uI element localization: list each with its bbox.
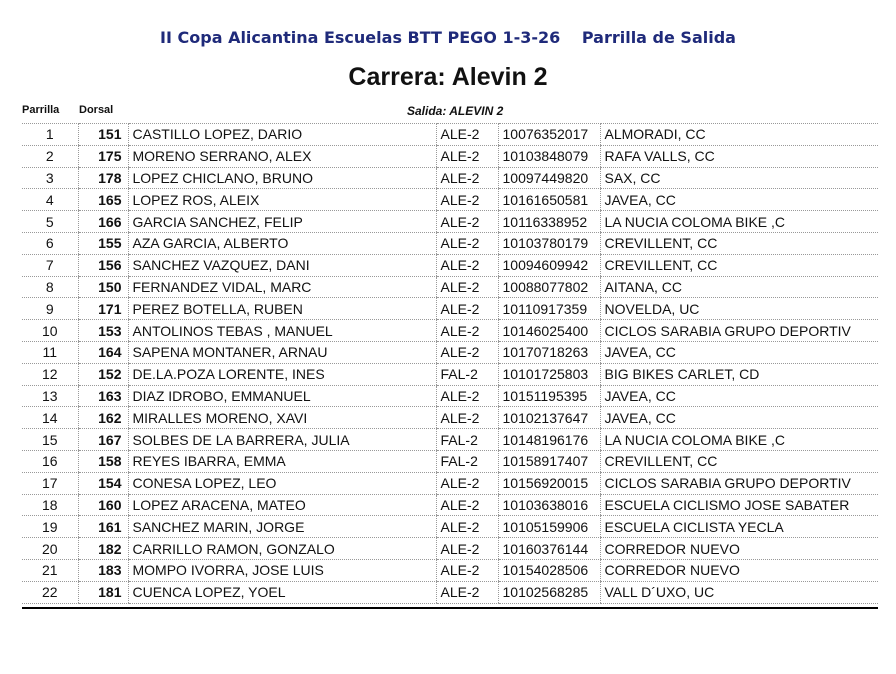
cell-club: SAX, CC xyxy=(600,167,878,189)
table-row xyxy=(22,145,878,167)
salida-label: Salida: ALEVIN 2 xyxy=(407,104,504,118)
table-row xyxy=(22,559,878,581)
cell-rider-name: REYES IBARRA, EMMA xyxy=(128,450,436,472)
cell-position: 11 xyxy=(22,341,78,363)
cell-dorsal: 154 xyxy=(78,472,128,494)
cell-rider-name: SOLBES DE LA BARRERA, JULIA xyxy=(128,429,436,451)
cell-category: ALE-2 xyxy=(436,124,498,146)
cell-position: 12 xyxy=(22,363,78,385)
cell-club: LA NUCIA COLOMA BIKE ,C xyxy=(600,429,878,451)
bottom-rule xyxy=(22,607,878,609)
cell-license: 10102137647 xyxy=(498,407,600,429)
table-row xyxy=(22,189,878,211)
cell-rider-name: DE.LA.POZA LORENTE, INES xyxy=(128,363,436,385)
cell-dorsal: 167 xyxy=(78,429,128,451)
cell-category: ALE-2 xyxy=(436,254,498,276)
cell-dorsal: 158 xyxy=(78,450,128,472)
cell-club: JAVEA, CC xyxy=(600,385,878,407)
cell-dorsal: 171 xyxy=(78,298,128,320)
cell-category: ALE-2 xyxy=(436,385,498,407)
cell-category: ALE-2 xyxy=(436,276,498,298)
cell-dorsal: 151 xyxy=(78,124,128,146)
cell-category: FAL-2 xyxy=(436,429,498,451)
cell-club: ALMORADI, CC xyxy=(600,124,878,146)
column-header-dorsal: Dorsal xyxy=(79,104,114,116)
cell-license: 10110917359 xyxy=(498,298,600,320)
cell-rider-name: MOMPO IVORRA, JOSE LUIS xyxy=(128,559,436,581)
cell-license: 10146025400 xyxy=(498,320,600,342)
cell-category: ALE-2 xyxy=(436,298,498,320)
cell-club: ESCUELA CICLISMO JOSE SABATER xyxy=(600,494,878,516)
cell-club: CORREDOR NUEVO xyxy=(600,538,878,560)
cell-license: 10161650581 xyxy=(498,189,600,211)
cell-club: CREVILLENT, CC xyxy=(600,254,878,276)
table-row xyxy=(22,407,878,429)
cell-license: 10116338952 xyxy=(498,211,600,233)
cell-dorsal: 178 xyxy=(78,167,128,189)
cell-license: 10094609942 xyxy=(498,254,600,276)
cell-license: 10154028506 xyxy=(498,559,600,581)
cell-club: CICLOS SARABIA GRUPO DEPORTIV xyxy=(600,320,878,342)
cell-license: 10160376144 xyxy=(498,538,600,560)
column-header-parrilla: Parrilla xyxy=(22,104,60,116)
cell-dorsal: 160 xyxy=(78,494,128,516)
table-row xyxy=(22,581,878,603)
cell-license: 10148196176 xyxy=(498,429,600,451)
cell-dorsal: 150 xyxy=(78,276,128,298)
cell-license: 10158917407 xyxy=(498,450,600,472)
cell-position: 14 xyxy=(22,407,78,429)
cell-position: 8 xyxy=(22,276,78,298)
cell-dorsal: 182 xyxy=(78,538,128,560)
cell-license: 10076352017 xyxy=(498,124,600,146)
event-title: II Copa Alicantina Escuelas BTT PEGO 1-3-26 xyxy=(160,28,561,47)
cell-position: 5 xyxy=(22,211,78,233)
event-subtitle: Parrilla de Salida xyxy=(581,28,736,47)
cell-dorsal: 175 xyxy=(78,145,128,167)
cell-dorsal: 153 xyxy=(78,320,128,342)
cell-license: 10101725803 xyxy=(498,363,600,385)
table-row xyxy=(22,254,878,276)
table-row xyxy=(22,341,878,363)
cell-category: FAL-2 xyxy=(436,450,498,472)
cell-rider-name: CARRILLO RAMON, GONZALO xyxy=(128,538,436,560)
cell-rider-name: DIAZ IDROBO, EMMANUEL xyxy=(128,385,436,407)
table-row xyxy=(22,516,878,538)
cell-rider-name: CASTILLO LOPEZ, DARIO xyxy=(128,124,436,146)
cell-position: 6 xyxy=(22,232,78,254)
cell-dorsal: 164 xyxy=(78,341,128,363)
cell-rider-name: LOPEZ ROS, ALEIX xyxy=(128,189,436,211)
cell-position: 18 xyxy=(22,494,78,516)
cell-category: ALE-2 xyxy=(436,581,498,603)
table-row xyxy=(22,167,878,189)
cell-rider-name: SANCHEZ MARIN, JORGE xyxy=(128,516,436,538)
table-row xyxy=(22,363,878,385)
cell-dorsal: 156 xyxy=(78,254,128,276)
cell-club: ESCUELA CICLISTA YECLA xyxy=(600,516,878,538)
cell-license: 10102568285 xyxy=(498,581,600,603)
cell-rider-name: SANCHEZ VAZQUEZ, DANI xyxy=(128,254,436,276)
cell-category: ALE-2 xyxy=(436,167,498,189)
cell-license: 10170718263 xyxy=(498,341,600,363)
cell-license: 10105159906 xyxy=(498,516,600,538)
cell-dorsal: 166 xyxy=(78,211,128,233)
cell-club: JAVEA, CC xyxy=(600,341,878,363)
event-header xyxy=(0,28,896,47)
cell-club: JAVEA, CC xyxy=(600,189,878,211)
cell-rider-name: CONESA LOPEZ, LEO xyxy=(128,472,436,494)
cell-club: CICLOS SARABIA GRUPO DEPORTIV xyxy=(600,472,878,494)
cell-position: 17 xyxy=(22,472,78,494)
cell-club: CORREDOR NUEVO xyxy=(600,559,878,581)
cell-position: 20 xyxy=(22,538,78,560)
cell-club: CREVILLENT, CC xyxy=(600,232,878,254)
cell-position: 15 xyxy=(22,429,78,451)
cell-dorsal: 163 xyxy=(78,385,128,407)
cell-position: 13 xyxy=(22,385,78,407)
table-row xyxy=(22,211,878,233)
cell-position: 9 xyxy=(22,298,78,320)
cell-dorsal: 183 xyxy=(78,559,128,581)
cell-position: 1 xyxy=(22,124,78,146)
cell-dorsal: 165 xyxy=(78,189,128,211)
table-row xyxy=(22,232,878,254)
table-row xyxy=(22,124,878,146)
cell-dorsal: 152 xyxy=(78,363,128,385)
cell-rider-name: ANTOLINOS TEBAS , MANUEL xyxy=(128,320,436,342)
table-row xyxy=(22,385,878,407)
cell-rider-name: CUENCA LOPEZ, YOEL xyxy=(128,581,436,603)
cell-position: 16 xyxy=(22,450,78,472)
cell-dorsal: 161 xyxy=(78,516,128,538)
cell-club: VALL D´UXO, UC xyxy=(600,581,878,603)
cell-rider-name: SAPENA MONTANER, ARNAU xyxy=(128,341,436,363)
cell-dorsal: 155 xyxy=(78,232,128,254)
cell-position: 2 xyxy=(22,145,78,167)
cell-category: ALE-2 xyxy=(436,516,498,538)
cell-position: 22 xyxy=(22,581,78,603)
cell-category: ALE-2 xyxy=(436,341,498,363)
cell-position: 3 xyxy=(22,167,78,189)
table-row xyxy=(22,320,878,342)
cell-rider-name: MORENO SERRANO, ALEX xyxy=(128,145,436,167)
table-row xyxy=(22,494,878,516)
cell-position: 4 xyxy=(22,189,78,211)
cell-category: FAL-2 xyxy=(436,363,498,385)
cell-rider-name: LOPEZ ARACENA, MATEO xyxy=(128,494,436,516)
cell-category: ALE-2 xyxy=(436,538,498,560)
cell-rider-name: PEREZ BOTELLA, RUBEN xyxy=(128,298,436,320)
cell-position: 21 xyxy=(22,559,78,581)
table-row xyxy=(22,276,878,298)
cell-position: 10 xyxy=(22,320,78,342)
cell-license: 10151195395 xyxy=(498,385,600,407)
cell-club: CREVILLENT, CC xyxy=(600,450,878,472)
table-row xyxy=(22,472,878,494)
cell-license: 10103848079 xyxy=(498,145,600,167)
cell-dorsal: 181 xyxy=(78,581,128,603)
cell-rider-name: FERNANDEZ VIDAL, MARC xyxy=(128,276,436,298)
race-title: Carrera: Alevin 2 xyxy=(348,63,548,91)
table-row xyxy=(22,450,878,472)
cell-category: ALE-2 xyxy=(436,472,498,494)
table-row xyxy=(22,298,878,320)
cell-category: ALE-2 xyxy=(436,232,498,254)
cell-club: BIG BIKES CARLET, CD xyxy=(600,363,878,385)
start-grid-body xyxy=(22,124,878,604)
cell-club: AITANA, CC xyxy=(600,276,878,298)
cell-license: 10088077802 xyxy=(498,276,600,298)
cell-rider-name: LOPEZ CHICLANO, BRUNO xyxy=(128,167,436,189)
cell-category: ALE-2 xyxy=(436,559,498,581)
cell-club: JAVEA, CC xyxy=(600,407,878,429)
cell-license: 10097449820 xyxy=(498,167,600,189)
cell-club: LA NUCIA COLOMA BIKE ,C xyxy=(600,211,878,233)
cell-rider-name: MIRALLES MORENO, XAVI xyxy=(128,407,436,429)
cell-position: 19 xyxy=(22,516,78,538)
cell-license: 10156920015 xyxy=(498,472,600,494)
cell-category: ALE-2 xyxy=(436,145,498,167)
cell-rider-name: AZA GARCIA, ALBERTO xyxy=(128,232,436,254)
cell-license: 10103780179 xyxy=(498,232,600,254)
cell-category: ALE-2 xyxy=(436,407,498,429)
cell-category: ALE-2 xyxy=(436,189,498,211)
table-row xyxy=(22,538,878,560)
cell-license: 10103638016 xyxy=(498,494,600,516)
cell-category: ALE-2 xyxy=(436,320,498,342)
start-grid-table xyxy=(22,123,878,604)
table-row xyxy=(22,429,878,451)
cell-club: NOVELDA, UC xyxy=(600,298,878,320)
cell-club: RAFA VALLS, CC xyxy=(600,145,878,167)
cell-category: ALE-2 xyxy=(436,494,498,516)
cell-rider-name: GARCIA SANCHEZ, FELIP xyxy=(128,211,436,233)
cell-position: 7 xyxy=(22,254,78,276)
cell-category: ALE-2 xyxy=(436,211,498,233)
cell-dorsal: 162 xyxy=(78,407,128,429)
